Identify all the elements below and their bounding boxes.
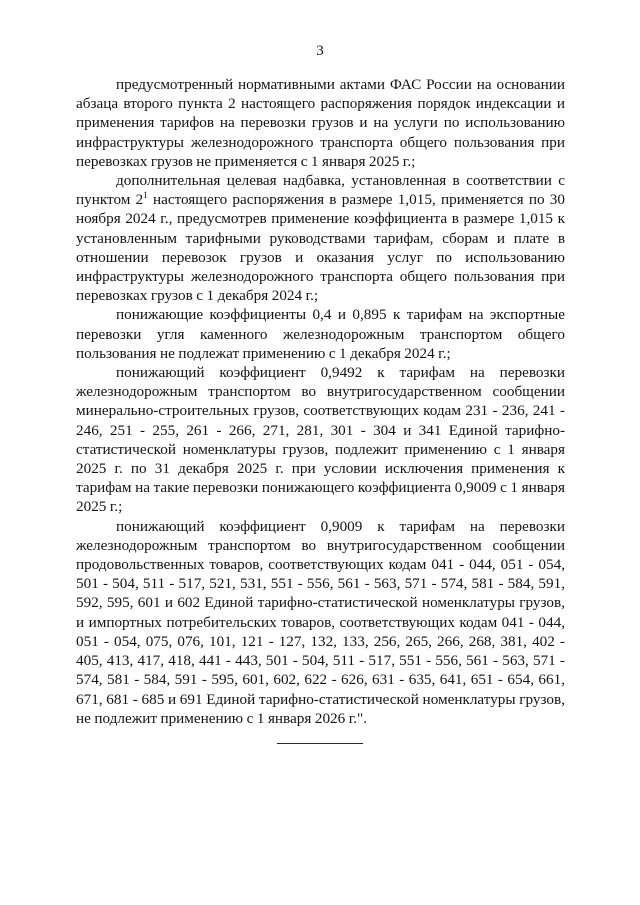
document-body xyxy=(76,75,565,728)
paragraph-text-part: настоящего распоряжения в размере 1,015, применяется по 30 ноября 2024 г., предусмотрев применение коэффициента в размере 1,015 к установленным тарифными руководствами тарифам, сборам и плате в отношении перевозок грузов и оказания услуг по использованию инфраструктуры железнодорожного транспорта общего пользования при перевозках грузов с 1 декабря 2024 г.; xyxy=(76,191,565,305)
paragraph-mineral-construction-coefficient: понижающий коэффициент 0,9492 к тарифам на перевозки железнодорожным транспортом во внутригосударственном сообщении минерально-строительных грузов, соответствующих кодам 231 - 236, 241 - 246, 251 - 255, 261 - 266, 271, 281, 301 - 304 и 341 Единой тарифно-статистической номенклатуры грузов, подлежит применению с 1 января 2025 г. по 31 декабря 2025 г. при условии исключения применения к тарифам на такие перевозки понижающего коэффициента 0,9009 с 1 января 2025 г.; xyxy=(76,364,565,516)
paragraph-text-part: дополнительная целевая надбавка, установленная в соответствии с пунктом 2 xyxy=(76,172,565,209)
paragraph-food-goods-coefficient: понижающий коэффициент 0,9009 к тарифам на перевозки железнодорожным транспортом во внутригосударственном сообщении продовольственных товаров, соответствующих кодам 041 - 044, 051 - 054, 501 - 504, 511 - 517, 521, 531, 551 - 556, 561 - 563, 571 - 574, 581 - 584, 591, 592, 595, 601 и 602 Единой тарифно-статистической номенклатуры грузов, и импортных потребительских товаров, соответствующих кодам 041 - 044, 051 - 054, 075, 076, 101, 121 - 127, 132, 133, 256, 265, 266, 268, 381, 402 - 405, 413, 417, 418, 441 - 443, 501 - 504, 511 - 517, 551 - 556, 561 - 563, 571 - 574, 581 - 584, 591 - 595, 601, 602, 622 - 626, 631 - 635, 641, 651 - 654, 661, 671, 681 - 685 и 691 Единой тарифно-статистической номенклатуры грузов, не подлежит применению с 1 января 2026 г.". xyxy=(76,517,565,727)
end-separator-line xyxy=(277,743,363,744)
superscript-marker: 1 xyxy=(143,190,148,201)
page-number: 3 xyxy=(316,43,324,59)
paragraph-target-surcharge xyxy=(76,171,565,305)
paragraph-coal-export-coefficients: понижающие коэффициенты 0,4 и 0,895 к тарифам на экспортные перевозки угля каменного железнодорожным транспортом общего пользования не подлежат применению с 1 декабря 2024 г.; xyxy=(76,306,565,362)
paragraph-indexation-order: предусмотренный нормативными актами ФАС России на основании абзаца второго пункта 2 настоящего распоряжения порядок индексации и применения тарифов на перевозки грузов и на услуги по использованию инфраструктуры железнодорожного транспорта общего пользования при перевозках грузов не применяется с 1 января 2025 г.; xyxy=(76,76,565,170)
